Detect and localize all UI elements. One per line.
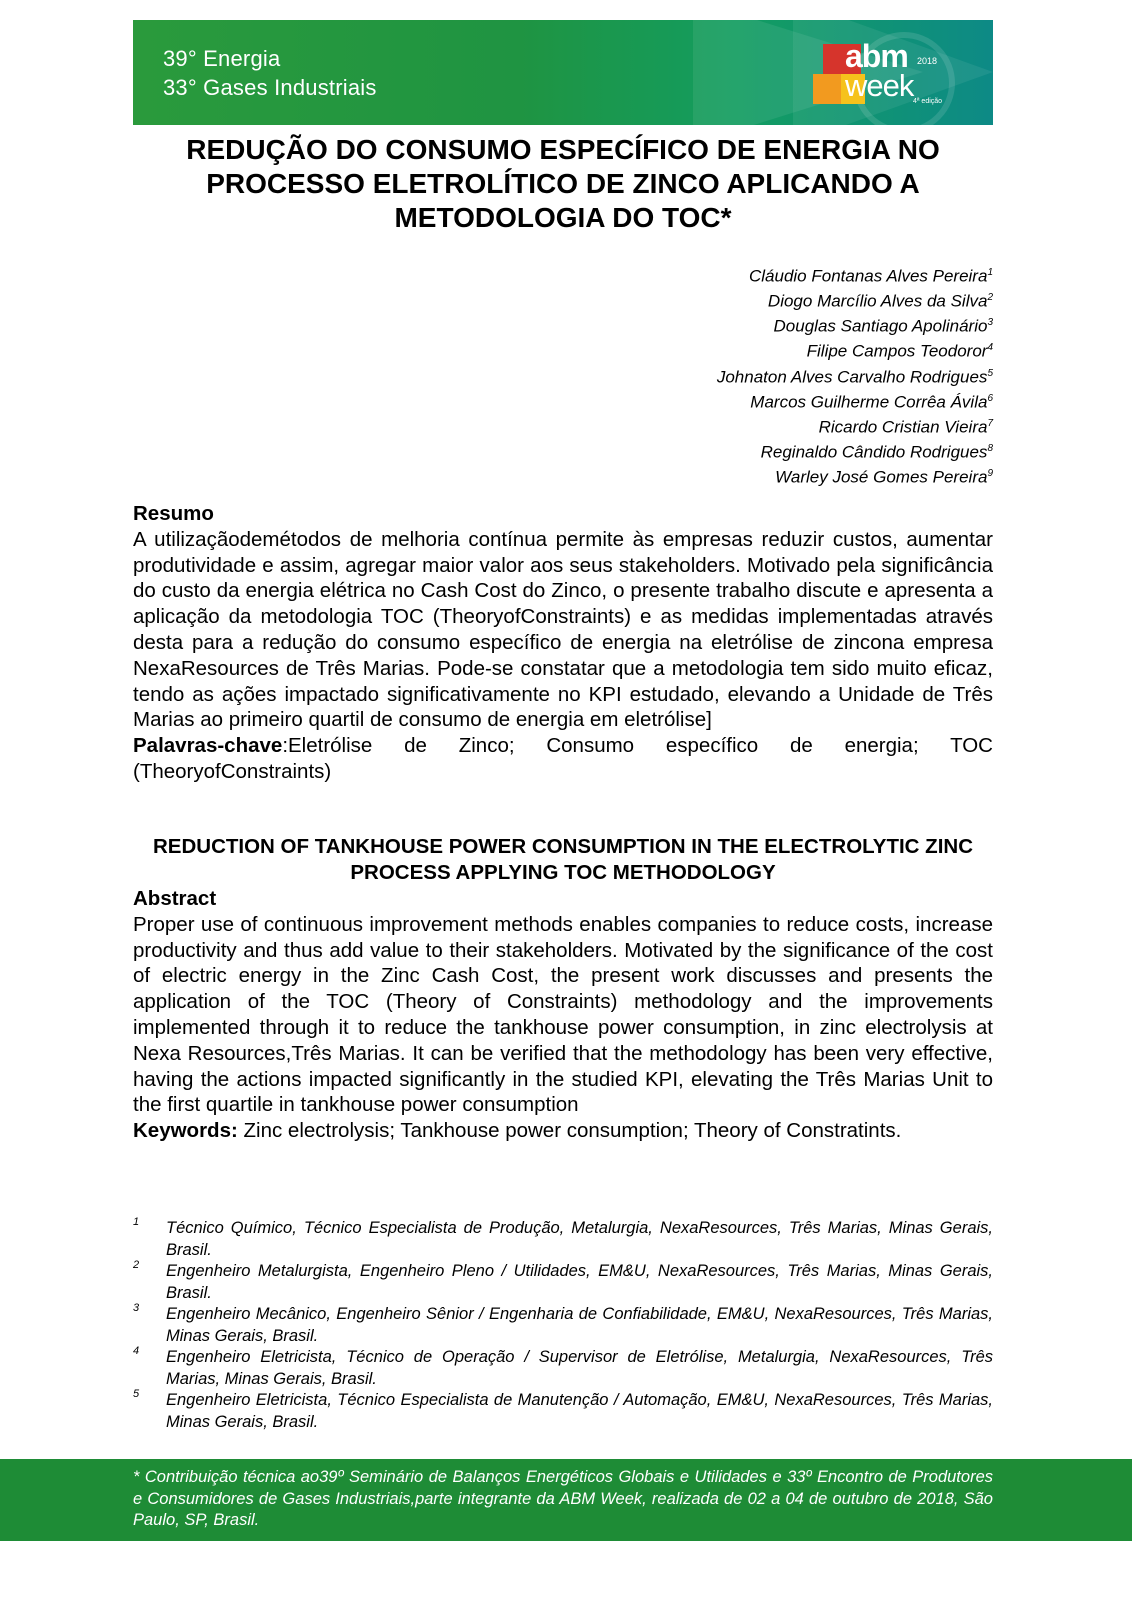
logo-abm-text: abm <box>845 38 908 74</box>
author-entry: Warley José Gomes Pereira$^9$ <box>775 467 993 487</box>
abstract-section <box>133 886 993 1144</box>
author-entry: Marcos Guilherme Corrêa Ávila$^6$ <box>750 392 993 412</box>
logo-year-text: 2018 <box>917 56 938 66</box>
paper-title: REDUÇÃO DO CONSUMO ESPECÍFICO DE ENERGIA NO PROCESSO ELETROLÍTICO DE ZINCO APLICANDO A METODOLOGIA DO TOC* <box>186 134 940 233</box>
footnotes <box>133 1218 993 1433</box>
resumo-body: A utilizaçãodemétodos de melhoria contínua permite às empresas reduzir custos, aumentar produtividade e assim, agregar maior valor aos seus stakeholders. Motivado pela significância do custo da energia elétrica no Cash Cost do Zinco, o presente trabalho discute e apresenta a aplicação da metodologia TOC (TheoryofConstraints) e as medidas implementadas através desta para a redução do consumo específico de energia na eletrólise de zincona empresa NexaResources de Três Marias. Pode-se constatar que a metodologia tem sido muito eficaz, tendo as ações impactado significativamente no KPI estudado, elevando a Unidade de Três Marias ao primeiro quartil de consumo de energia em eletrólise] <box>133 527 993 732</box>
keywords-text: :Eletrólise de Zinco; Consumo específico de energia; TOC (TheoryofConstraints) <box>133 734 993 783</box>
footer-note: * Contribuição técnica ao39º Seminário de Balanços Energéticos Globais e Utilidades e 33º Encontro de Produtores e Consumidores de Gases Industriais,parte integrante da ABM Week, realizada de 02 a 04 de outubro de 2018, São Paulo, SP, Brasil. <box>133 1468 993 1529</box>
resumo-section <box>133 501 993 785</box>
abstract-body: Proper use of continuous improvement methods enables companies to reduce costs, increase productivity and thus add value to their stakeholders. Motivated by the significance of the cost of electric energy in the Zinc Cash Cost, the present work discusses and presents the application of the TOC (Theory of Constraints) methodology and the improvements implemented through it to reduce the tankhouse power consumption, in zinc electrolysis at Nexa Resources,Três Marias. It can be verified that the methodology has been very effective, having the actions impacted significantly in the studied KPI, elevating the Três Marias Unit to the first quartile in tankhouse power consumption <box>133 912 993 1117</box>
footnote: 3 Engenheiro Mecânico, Engenheiro Sênior / Engenharia de Confiabilidade, EM&U, NexaResources, Três Marias, Minas Gerais, Brasil. <box>133 1302 993 1345</box>
footnote: 4 Engenheiro Eletricista, Técnico de Operação / Supervisor de Eletrólise, Metalurgia, NexaResources, Três Marias, Minas Gerais, Brasil. <box>133 1345 993 1388</box>
author-entry: Ricardo Cristian Vieira$^7$ <box>818 417 993 437</box>
author-entry: Johnaton Alves Carvalho Rodrigues$^5$ <box>716 367 993 387</box>
author-entry: Douglas Santiago Apolinário$^3$ <box>773 316 993 336</box>
keywords-label: Palavras-chave <box>133 734 283 758</box>
footer-bar <box>0 1459 1132 1541</box>
author-entry: Cláudio Fontanas Alves Pereira$^1$ <box>748 266 993 286</box>
logo-orange-square <box>813 74 841 104</box>
resumo-keywords <box>133 733 993 785</box>
footnote: 5 Engenheiro Eletricista, Técnico Especialista de Manutenção / Automação, EM&U, NexaResources, Três Marias, Minas Gerais, Brasil. <box>133 1388 993 1431</box>
abm-week-logo <box>813 38 963 112</box>
banner-event-line-2: 33° Gases Industriais <box>163 75 377 100</box>
abstract-heading: Abstract <box>133 887 217 910</box>
banner-event-line-1: 39° Energia <box>163 46 281 71</box>
author-entry: Diogo Marcílio Alves da Silva$^2$ <box>767 291 993 311</box>
logo-week-text: week <box>845 68 914 103</box>
footnote: 1 Técnico Químico, Técnico Especialista de Produção, Metalurgia, NexaResources, Três Marias, Minas Gerais, Brasil. <box>133 1216 993 1259</box>
abstract-keywords <box>133 1118 993 1144</box>
logo-edition-text: 4ª edição <box>913 98 943 105</box>
english-title: REDUCTION OF TANKHOUSE POWER CONSUMPTION IN THE ELECTROLYTIC ZINC PROCESS APPLYING TOC METHODOLOGY <box>152 835 973 884</box>
author-entry: Reginaldo Cândido Rodrigues$^8$ <box>760 442 993 462</box>
author-list <box>560 262 993 488</box>
footnote: 2 Engenheiro Metalurgista, Engenheiro Pleno / Utilidades, EM&U, NexaResources, Três Marias, Minas Gerais, Brasil. <box>133 1259 993 1302</box>
conference-banner <box>133 20 993 125</box>
author-entry: Filipe Campos Teodoror$^4$ <box>806 342 993 362</box>
keywords-text: Zinc electrolysis; Tankhouse power consumption; Theory of Constratints. <box>237 1119 902 1143</box>
resumo-heading: Resumo <box>133 502 214 525</box>
keywords-label: Keywords: <box>133 1119 238 1143</box>
